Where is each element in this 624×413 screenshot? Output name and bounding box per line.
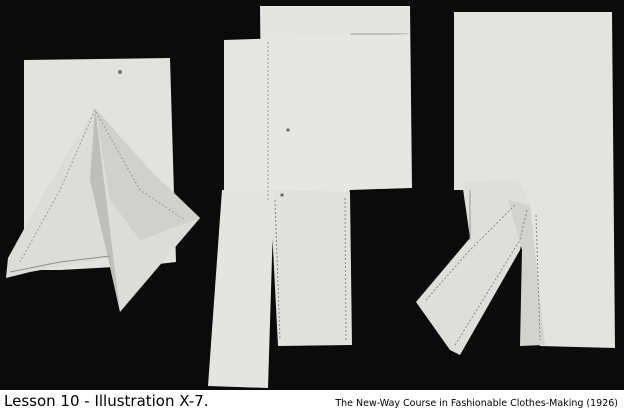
lesson-caption: Lesson 10 - Illustration X-7. xyxy=(4,392,209,410)
source-caption: The New-Way Course in Fashionable Clothes-Making (1926) xyxy=(335,398,618,409)
